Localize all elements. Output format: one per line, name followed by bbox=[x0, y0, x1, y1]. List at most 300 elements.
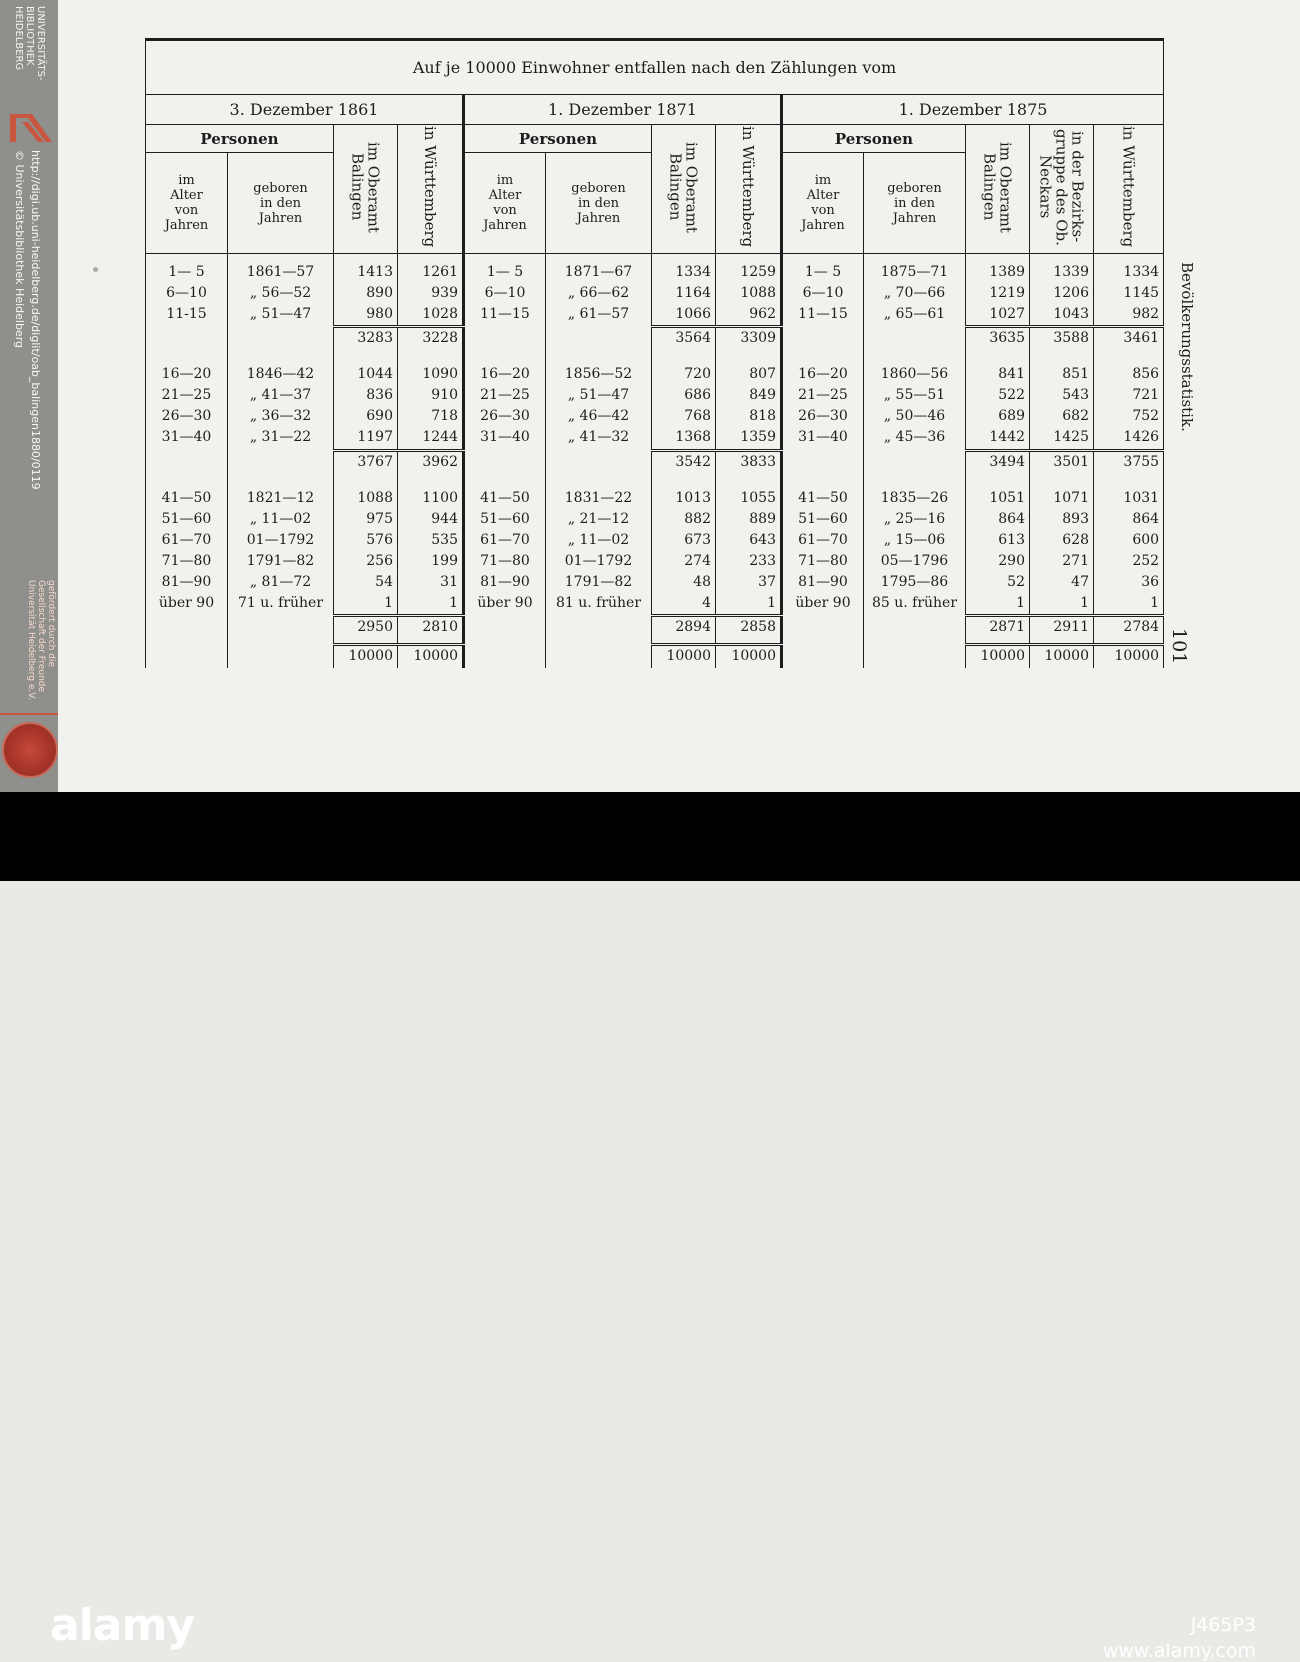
running-head: Bevölkerungsstatistik. bbox=[1178, 262, 1196, 432]
image-id: J465P3 bbox=[1190, 1614, 1256, 1636]
funding-line: gefördert durch die bbox=[46, 580, 56, 667]
value-cell: 1051 bbox=[966, 488, 1030, 509]
born-cell: 01—1792 bbox=[228, 530, 334, 551]
value-cell: 910 bbox=[398, 385, 464, 406]
empty-cell bbox=[1094, 350, 1164, 365]
value-cell: 836 bbox=[334, 385, 398, 406]
empty-cell bbox=[334, 350, 398, 365]
subtotal-cell: 2950 bbox=[334, 615, 398, 638]
empty-cell bbox=[782, 645, 864, 668]
subtotal-cell: 3564 bbox=[652, 327, 716, 350]
empty-cell bbox=[228, 450, 334, 473]
empty-cell bbox=[782, 450, 864, 473]
born-cell: 1791—82 bbox=[228, 551, 334, 572]
value-cell: 939 bbox=[398, 283, 464, 304]
value-cell: 807 bbox=[716, 364, 782, 385]
empty-cell bbox=[864, 450, 966, 473]
subtotal-cell: 3755 bbox=[1094, 450, 1164, 473]
age-cell: über 90 bbox=[464, 593, 546, 616]
university-seal-icon bbox=[2, 722, 58, 778]
value-cell: 944 bbox=[398, 509, 464, 530]
col-oberamt-label: im Oberamt Balingen bbox=[980, 141, 1015, 233]
personen-header: Personen bbox=[464, 125, 652, 153]
born-cell: „ 65—61 bbox=[864, 304, 966, 327]
population-table bbox=[145, 38, 1163, 668]
born-cell: 1791—82 bbox=[546, 572, 652, 593]
value-cell: 718 bbox=[398, 406, 464, 427]
value-cell: 889 bbox=[716, 509, 782, 530]
value-cell: 252 bbox=[1094, 551, 1164, 572]
age-cell: 21—25 bbox=[146, 385, 228, 406]
value-cell: 980 bbox=[334, 304, 398, 327]
empty-cell bbox=[334, 254, 398, 262]
empty-cell bbox=[228, 615, 334, 638]
age-header bbox=[464, 153, 546, 254]
header-line: im bbox=[814, 173, 832, 189]
subtotal-cell: 2911 bbox=[1030, 615, 1094, 638]
value-cell: 1 bbox=[1094, 593, 1164, 616]
value-cell: 1027 bbox=[966, 304, 1030, 327]
born-cell: 05—1796 bbox=[864, 551, 966, 572]
value-cell: 1244 bbox=[398, 427, 464, 450]
table-row bbox=[146, 304, 1164, 327]
total-cell: 10000 bbox=[398, 645, 464, 668]
total-cell: 10000 bbox=[1094, 645, 1164, 668]
empty-cell bbox=[464, 450, 546, 473]
empty-cell bbox=[146, 327, 228, 350]
age-cell: 21—25 bbox=[782, 385, 864, 406]
empty-cell bbox=[652, 350, 716, 365]
empty-cell bbox=[334, 473, 398, 488]
born-cell: 1871—67 bbox=[546, 262, 652, 283]
empty-cell bbox=[546, 615, 652, 638]
col-bezirksgruppe-label: in der Bezirks- gruppe des Ob. Neckars bbox=[1036, 128, 1087, 246]
subtotal-cell: 3494 bbox=[966, 450, 1030, 473]
value-cell: 849 bbox=[716, 385, 782, 406]
empty-cell bbox=[228, 645, 334, 668]
value-cell: 576 bbox=[334, 530, 398, 551]
value-cell: 689 bbox=[966, 406, 1030, 427]
header-line: im bbox=[178, 173, 195, 189]
age-cell: 1— 5 bbox=[146, 262, 228, 283]
header-line: Alter bbox=[170, 188, 203, 204]
subtotal-cell: 3588 bbox=[1030, 327, 1094, 350]
empty-cell bbox=[652, 473, 716, 488]
empty-cell bbox=[546, 327, 652, 350]
born-cell: 85 u. früher bbox=[864, 593, 966, 616]
header-line: von bbox=[174, 203, 199, 219]
total-cell: 10000 bbox=[716, 645, 782, 668]
col-wuerttemberg-label: in Württemberg bbox=[1119, 126, 1138, 248]
value-cell: 1043 bbox=[1030, 304, 1094, 327]
age-cell: 71—80 bbox=[464, 551, 546, 572]
page-number: 101 bbox=[1168, 628, 1190, 665]
subtotal-cell: 2894 bbox=[652, 615, 716, 638]
born-cell: 1860—56 bbox=[864, 364, 966, 385]
age-cell: 71—80 bbox=[146, 551, 228, 572]
personen-header: Personen bbox=[146, 125, 334, 153]
empty-cell bbox=[716, 254, 782, 262]
table-body bbox=[146, 254, 1164, 668]
value-cell: 31 bbox=[398, 572, 464, 593]
empty-cell bbox=[864, 473, 966, 488]
value-cell: 1090 bbox=[398, 364, 464, 385]
age-cell: über 90 bbox=[146, 593, 228, 616]
empty-cell bbox=[228, 327, 334, 350]
year-header-1861: 3. Dezember 1861 bbox=[146, 94, 464, 124]
header-line: Jahren bbox=[483, 218, 527, 234]
divider bbox=[0, 713, 58, 715]
born-cell: „ 45—36 bbox=[864, 427, 966, 450]
funding-line: Gesellschaft der Freunde bbox=[36, 580, 46, 693]
col-oberamt-label: im Oberamt Balingen bbox=[666, 141, 701, 233]
value-cell: 1334 bbox=[652, 262, 716, 283]
age-cell: 61—70 bbox=[464, 530, 546, 551]
value-cell: 199 bbox=[398, 551, 464, 572]
table-row bbox=[146, 530, 1164, 551]
age-cell: 6—10 bbox=[464, 283, 546, 304]
age-cell: 1— 5 bbox=[464, 262, 546, 283]
alamy-logo[interactable]: alamy bbox=[50, 1600, 194, 1651]
total-cell: 10000 bbox=[1030, 645, 1094, 668]
value-cell: 1259 bbox=[716, 262, 782, 283]
subtotal-cell: 3542 bbox=[652, 450, 716, 473]
empty-cell bbox=[716, 350, 782, 365]
value-cell: 1 bbox=[398, 593, 464, 616]
value-cell: 752 bbox=[1094, 406, 1164, 427]
value-cell: 882 bbox=[652, 509, 716, 530]
subtotal-cell: 3228 bbox=[398, 327, 464, 350]
age-header bbox=[782, 153, 864, 254]
total-row bbox=[146, 645, 1164, 668]
value-cell: 271 bbox=[1030, 551, 1094, 572]
empty-cell bbox=[228, 350, 334, 365]
col-wuerttemberg-label: in Württemberg bbox=[739, 126, 757, 248]
empty-cell bbox=[228, 254, 334, 262]
empty-cell bbox=[1094, 473, 1164, 488]
empty-cell bbox=[1030, 473, 1094, 488]
subtotal-cell: 2784 bbox=[1094, 615, 1164, 638]
born-cell: 1795—86 bbox=[864, 572, 966, 593]
age-cell: 51—60 bbox=[146, 509, 228, 530]
born-cell: „ 66—62 bbox=[546, 283, 652, 304]
value-cell: 52 bbox=[966, 572, 1030, 593]
born-cell: 81 u. früher bbox=[546, 593, 652, 616]
value-cell: 1028 bbox=[398, 304, 464, 327]
value-cell: 613 bbox=[966, 530, 1030, 551]
header-line: in den bbox=[259, 195, 302, 211]
value-cell: 1426 bbox=[1094, 427, 1164, 450]
age-cell: 61—70 bbox=[146, 530, 228, 551]
subtotal-cell: 2810 bbox=[398, 615, 464, 638]
empty-cell bbox=[782, 254, 864, 262]
born-cell: 1875—71 bbox=[864, 262, 966, 283]
value-cell: 682 bbox=[1030, 406, 1094, 427]
born-cell: „ 56—52 bbox=[228, 283, 334, 304]
value-cell: 721 bbox=[1094, 385, 1164, 406]
spacer-row bbox=[146, 254, 1164, 262]
value-cell: 841 bbox=[966, 364, 1030, 385]
table-row bbox=[146, 364, 1164, 385]
value-cell: 864 bbox=[1094, 509, 1164, 530]
empty-cell bbox=[546, 350, 652, 365]
empty-cell bbox=[782, 473, 864, 488]
header-line: Jahren bbox=[258, 210, 303, 226]
table-row bbox=[146, 385, 1164, 406]
empty-cell bbox=[864, 254, 966, 262]
value-cell: 1206 bbox=[1030, 283, 1094, 304]
value-cell: 1145 bbox=[1094, 283, 1164, 304]
table-row bbox=[146, 262, 1164, 283]
table-row bbox=[146, 283, 1164, 304]
value-cell: 856 bbox=[1094, 364, 1164, 385]
empty-cell bbox=[146, 645, 228, 668]
table-caption: Auf je 10000 Einwohner entfallen nach den Zählungen vom bbox=[146, 40, 1164, 95]
header-line: von bbox=[493, 203, 517, 219]
header-line: Alter bbox=[806, 188, 840, 204]
value-cell: 851 bbox=[1030, 364, 1094, 385]
born-cell: 71 u. früher bbox=[228, 593, 334, 616]
empty-cell bbox=[546, 450, 652, 473]
age-cell: 16—20 bbox=[464, 364, 546, 385]
age-header bbox=[146, 153, 228, 254]
empty-cell bbox=[398, 254, 464, 262]
col-wuerttemberg bbox=[1094, 125, 1164, 254]
spacer-row bbox=[146, 350, 1164, 365]
header-line: Jahren bbox=[892, 210, 937, 226]
header-line: Jahren bbox=[801, 218, 845, 234]
value-cell: 233 bbox=[716, 551, 782, 572]
age-cell: 61—70 bbox=[782, 530, 864, 551]
col-wuerttemberg bbox=[398, 125, 464, 254]
empty-cell bbox=[464, 645, 546, 668]
value-cell: 1 bbox=[1030, 593, 1094, 616]
age-cell: 81—90 bbox=[464, 572, 546, 593]
born-cell: „ 31—22 bbox=[228, 427, 334, 450]
empty-cell bbox=[1030, 254, 1094, 262]
header-line: Alter bbox=[488, 188, 522, 204]
total-cell: 10000 bbox=[966, 645, 1030, 668]
table-row bbox=[146, 427, 1164, 450]
subtotal-cell: 3309 bbox=[716, 327, 782, 350]
born-cell: „ 11—02 bbox=[546, 530, 652, 551]
value-cell: 720 bbox=[652, 364, 716, 385]
subtotal-row bbox=[146, 450, 1164, 473]
born-header bbox=[228, 153, 334, 254]
subtotal-cell: 3501 bbox=[1030, 450, 1094, 473]
born-header bbox=[864, 153, 966, 254]
age-cell: über 90 bbox=[782, 593, 864, 616]
header-line: Jahren bbox=[164, 218, 209, 234]
value-cell: 1 bbox=[334, 593, 398, 616]
empty-cell bbox=[464, 473, 546, 488]
empty-cell bbox=[546, 473, 652, 488]
age-cell: 71—80 bbox=[782, 551, 864, 572]
value-cell: 1425 bbox=[1030, 427, 1094, 450]
age-cell: 21—25 bbox=[464, 385, 546, 406]
library-logo-icon bbox=[6, 108, 56, 148]
born-cell: 1831—22 bbox=[546, 488, 652, 509]
header-line: geboren bbox=[253, 180, 308, 196]
col-oberamt bbox=[966, 125, 1030, 254]
header-line: geboren bbox=[887, 180, 942, 196]
value-cell: 686 bbox=[652, 385, 716, 406]
age-cell: 6—10 bbox=[146, 283, 228, 304]
col-bezirksgruppe bbox=[1030, 125, 1094, 254]
value-cell: 1261 bbox=[398, 262, 464, 283]
born-cell: 1821—12 bbox=[228, 488, 334, 509]
library-sidebar bbox=[0, 0, 58, 792]
empty-cell bbox=[464, 350, 546, 365]
empty-cell bbox=[1030, 350, 1094, 365]
born-cell: „ 51—47 bbox=[228, 304, 334, 327]
born-cell: „ 36—32 bbox=[228, 406, 334, 427]
empty-cell bbox=[146, 615, 228, 638]
age-cell: 41—50 bbox=[464, 488, 546, 509]
empty-cell bbox=[966, 254, 1030, 262]
empty-cell bbox=[546, 645, 652, 668]
born-cell: „ 25—16 bbox=[864, 509, 966, 530]
age-cell: 31—40 bbox=[464, 427, 546, 450]
empty-cell bbox=[464, 615, 546, 638]
empty-cell bbox=[398, 350, 464, 365]
library-name-line: HEIDELBERG bbox=[13, 6, 24, 71]
age-cell: 11—15 bbox=[464, 304, 546, 327]
value-cell: 256 bbox=[334, 551, 398, 572]
subtotal-cell: 3635 bbox=[966, 327, 1030, 350]
value-cell: 1044 bbox=[334, 364, 398, 385]
born-cell: „ 21—12 bbox=[546, 509, 652, 530]
empty-cell bbox=[716, 473, 782, 488]
empty-cell bbox=[966, 350, 1030, 365]
born-cell: „ 46—42 bbox=[546, 406, 652, 427]
value-cell: 1359 bbox=[716, 427, 782, 450]
header-line: von bbox=[811, 203, 835, 219]
age-cell: 26—30 bbox=[464, 406, 546, 427]
value-cell: 1071 bbox=[1030, 488, 1094, 509]
born-cell: „ 11—02 bbox=[228, 509, 334, 530]
born-cell: 01—1792 bbox=[546, 551, 652, 572]
value-cell: 1389 bbox=[966, 262, 1030, 283]
empty-cell bbox=[146, 473, 228, 488]
year-header-1871: 1. Dezember 1871 bbox=[464, 94, 782, 124]
empty-cell bbox=[146, 254, 228, 262]
value-cell: 890 bbox=[334, 283, 398, 304]
value-cell: 962 bbox=[716, 304, 782, 327]
value-cell: 290 bbox=[966, 551, 1030, 572]
paper-speck bbox=[93, 267, 98, 272]
age-cell: 1— 5 bbox=[782, 262, 864, 283]
value-cell: 628 bbox=[1030, 530, 1094, 551]
age-cell: 41—50 bbox=[782, 488, 864, 509]
born-cell: „ 15—06 bbox=[864, 530, 966, 551]
empty-cell bbox=[228, 473, 334, 488]
value-cell: 1013 bbox=[652, 488, 716, 509]
age-cell: 11—15 bbox=[782, 304, 864, 327]
age-cell: 26—30 bbox=[782, 406, 864, 427]
empty-cell bbox=[864, 645, 966, 668]
value-cell: 47 bbox=[1030, 572, 1094, 593]
value-cell: 643 bbox=[716, 530, 782, 551]
empty-cell bbox=[782, 327, 864, 350]
digi-url[interactable]: http://digi.ub.uni-heidelberg.de/diglit/oab_balingen1880/0119 bbox=[29, 150, 42, 490]
empty-cell bbox=[782, 350, 864, 365]
value-cell: 1 bbox=[716, 593, 782, 616]
value-cell: 673 bbox=[652, 530, 716, 551]
value-cell: 600 bbox=[1094, 530, 1164, 551]
empty-cell bbox=[398, 473, 464, 488]
empty-cell bbox=[1094, 254, 1164, 262]
funding-note bbox=[26, 580, 56, 700]
subtotal-cell: 2858 bbox=[716, 615, 782, 638]
personen-header: Personen bbox=[782, 125, 966, 153]
age-cell: 31—40 bbox=[782, 427, 864, 450]
col-wuerttemberg-label: in Württemberg bbox=[421, 126, 439, 248]
age-cell: 26—30 bbox=[146, 406, 228, 427]
age-cell: 11-15 bbox=[146, 304, 228, 327]
age-cell: 51—60 bbox=[464, 509, 546, 530]
stock-banner bbox=[0, 792, 1300, 1662]
value-cell: 1088 bbox=[716, 283, 782, 304]
value-cell: 1197 bbox=[334, 427, 398, 450]
header-line: im bbox=[496, 173, 514, 189]
born-cell: „ 55—51 bbox=[864, 385, 966, 406]
value-cell: 1100 bbox=[398, 488, 464, 509]
stock-url[interactable]: www.alamy.com bbox=[1102, 1640, 1256, 1662]
total-cell: 10000 bbox=[334, 645, 398, 668]
subtotal-cell: 3767 bbox=[334, 450, 398, 473]
value-cell: 1219 bbox=[966, 283, 1030, 304]
value-cell: 864 bbox=[966, 509, 1030, 530]
table-row bbox=[146, 488, 1164, 509]
age-cell: 81—90 bbox=[782, 572, 864, 593]
empty-cell bbox=[652, 254, 716, 262]
subtotal-row bbox=[146, 615, 1164, 638]
value-cell: 4 bbox=[652, 593, 716, 616]
value-cell: 274 bbox=[652, 551, 716, 572]
value-cell: 1088 bbox=[334, 488, 398, 509]
year-header-1875: 1. Dezember 1875 bbox=[782, 94, 1164, 124]
subtotal-cell: 3461 bbox=[1094, 327, 1164, 350]
value-cell: 1413 bbox=[334, 262, 398, 283]
age-cell: 16—20 bbox=[146, 364, 228, 385]
empty-cell bbox=[864, 350, 966, 365]
empty-cell bbox=[966, 473, 1030, 488]
library-name-line: UNIVERSITÄTS- bbox=[35, 6, 46, 81]
empty-cell bbox=[146, 350, 228, 365]
copyright-note: © Universitätsbibliothek Heidelberg bbox=[13, 150, 26, 349]
born-cell: „ 81—72 bbox=[228, 572, 334, 593]
table-row bbox=[146, 551, 1164, 572]
subtotal-cell: 3283 bbox=[334, 327, 398, 350]
col-wuerttemberg bbox=[716, 125, 782, 254]
age-cell: 41—50 bbox=[146, 488, 228, 509]
age-cell: 51—60 bbox=[782, 509, 864, 530]
age-cell: 6—10 bbox=[782, 283, 864, 304]
total-cell: 10000 bbox=[652, 645, 716, 668]
born-cell: 1861—57 bbox=[228, 262, 334, 283]
born-cell: 1846—42 bbox=[228, 364, 334, 385]
value-cell: 1031 bbox=[1094, 488, 1164, 509]
empty-cell bbox=[146, 450, 228, 473]
born-cell: 1835—26 bbox=[864, 488, 966, 509]
spacer-row bbox=[146, 473, 1164, 488]
value-cell: 1055 bbox=[716, 488, 782, 509]
value-cell: 1 bbox=[966, 593, 1030, 616]
born-cell: „ 61—57 bbox=[546, 304, 652, 327]
value-cell: 1334 bbox=[1094, 262, 1164, 283]
empty-cell bbox=[464, 327, 546, 350]
